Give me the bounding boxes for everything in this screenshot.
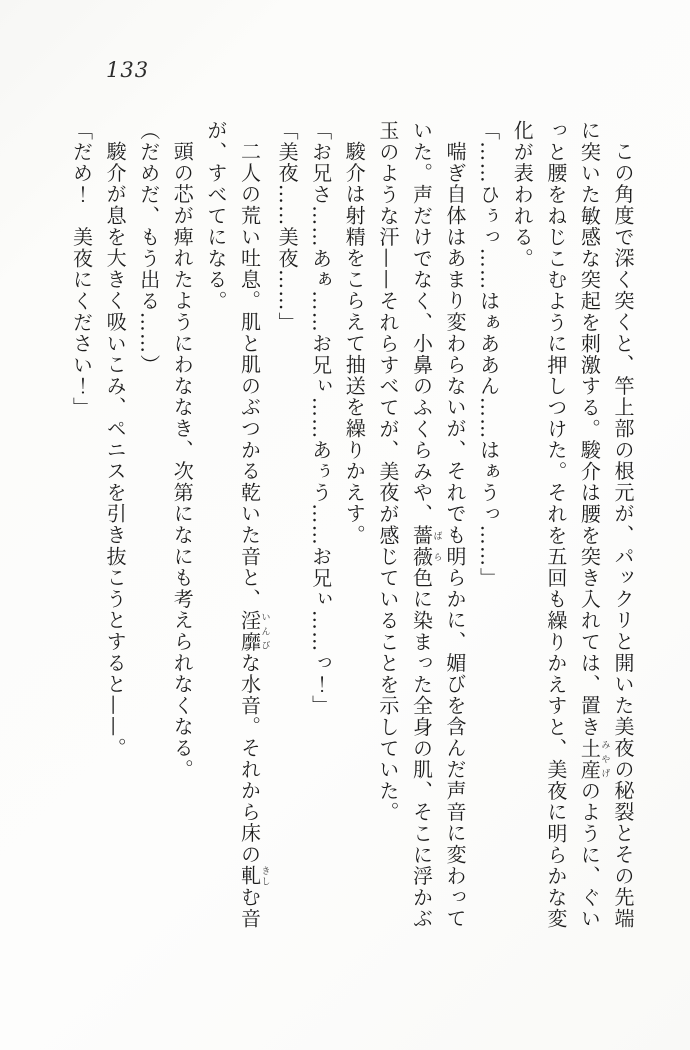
paragraph: この角度で深く突くと、竿上部の根元が、パックリと開いた美夜の秘裂とその先端に突いた敏感な突起を刺激する。駿介は腰を突き入れては、置き土産みやげのように、ぐいっと腰をねじこむように押しつけた。それを五回も繰りかえすと、美夜に明らかな変化が表われる。 — [510, 120, 635, 930]
furigana: 淫靡いんび — [237, 609, 270, 653]
paragraph: 頭の芯が痺れたようにわななき、次第になにも考えられなくなる。 — [170, 141, 195, 780]
furigana: 土産みやげ — [577, 737, 610, 781]
page-number: 133 — [106, 58, 150, 82]
paragraph: （だめだ、もう出る……） — [136, 120, 161, 376]
furigana: 薔薇ばら — [409, 524, 442, 568]
paragraph: 「だめ！ 美夜にください！」 — [69, 120, 94, 419]
text-block — [64, 120, 639, 930]
paragraph: 喘ぎ自体はあまり変わらないが、それでも明らかに、媚びを含んだ声音に変わっていた。声だけでなく、小鼻のふくらみや、薔薇ばら色に染まった全身の肌、そこに浮かぶ玉のような汗——それらすべてが、美夜が感じていることを示していた。 — [375, 120, 468, 930]
paragraph: 二人の荒い吐息。肌と肌のぶつかる乾いた音と、淫靡いんびな水音。それから床の軋きしむ音が、すべてになる。 — [203, 120, 270, 930]
paragraph: 「お兄さ……あぁ……お兄ぃ……あぅう……お兄ぃ……っ！」 — [308, 120, 333, 717]
paragraph: 「……ひぅっ……はぁああん……はぁうっ……」 — [476, 120, 501, 589]
paragraph: 駿介が息を大きく吸いこみ、ペニスを引き抜こうとすると——。 — [103, 141, 128, 759]
furigana: 軋きし — [237, 865, 270, 887]
paragraph: 「美夜……美夜……」 — [275, 120, 300, 333]
paragraph: 駿介は射精をこらえて抽送を繰りかえす。 — [342, 141, 367, 546]
